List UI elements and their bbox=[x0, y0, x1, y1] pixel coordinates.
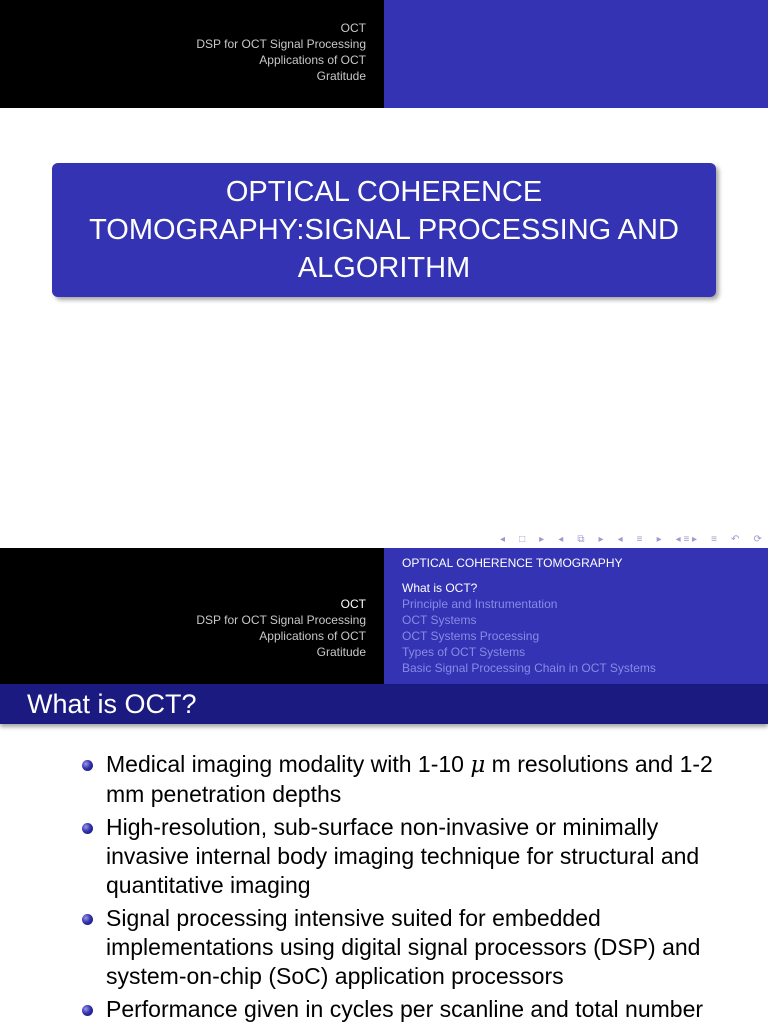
nav-forward-icon[interactable]: ⟳ bbox=[753, 533, 762, 545]
headline-left-panel bbox=[0, 548, 384, 684]
nav-next-subsection-icon[interactable]: ▸ bbox=[598, 533, 604, 545]
nav-next-frame-icon[interactable]: ▸ bbox=[539, 533, 545, 545]
subsection-link-oct-systems[interactable]: OCT Systems bbox=[402, 613, 477, 627]
bullet-list bbox=[82, 750, 722, 1024]
section-link-applications[interactable]: Applications of OCT bbox=[259, 53, 366, 67]
nav-prev-subsection-icon[interactable]: ◂ bbox=[558, 533, 564, 545]
section-link-applications[interactable]: Applications of OCT bbox=[259, 629, 366, 643]
nav-subsection-icon[interactable]: ⧉ bbox=[577, 533, 585, 545]
list-item bbox=[82, 813, 722, 900]
nav-section-icon[interactable]: ≡ bbox=[636, 533, 643, 545]
bullet-icon bbox=[82, 1005, 93, 1016]
presentation-title-box bbox=[52, 163, 716, 297]
nav-next-section-icon[interactable]: ▸ bbox=[656, 533, 662, 545]
list-item bbox=[82, 904, 722, 991]
subsection-link-principle[interactable]: Principle and Instrumentation bbox=[402, 597, 558, 611]
subsection-link-what-is-oct[interactable]: What is OCT? bbox=[402, 581, 478, 595]
headline-bar bbox=[0, 548, 768, 684]
beamer-navigation-symbols bbox=[500, 531, 762, 547]
nav-appendix-icon[interactable]: ◂ ≡ ▸ bbox=[675, 533, 698, 545]
subsection-link-processing-chain[interactable]: Basic Signal Processing Chain in OCT Systems bbox=[402, 661, 656, 675]
section-nav bbox=[196, 596, 366, 660]
presentation-title: OPTICAL COHERENCE TOMOGRAPHY:SIGNAL PROCESSING AND ALGORITHM bbox=[89, 176, 679, 284]
headline-right-panel bbox=[384, 548, 768, 684]
mu-symbol: μ bbox=[470, 752, 486, 778]
slide-2 bbox=[0, 548, 768, 1024]
nav-frame-icon[interactable]: □ bbox=[519, 533, 526, 545]
nav-back-icon[interactable]: ↶ bbox=[731, 533, 740, 545]
subsection-link-types[interactable]: Types of OCT Systems bbox=[402, 645, 526, 659]
nav-prev-frame-icon[interactable]: ◂ bbox=[500, 533, 506, 545]
headline-bar bbox=[0, 0, 768, 108]
bullet-text: High-resolution, sub-surface non-invasive or minimally invasive internal body imaging technique for structural and quantitative imaging bbox=[106, 814, 700, 898]
section-link-oct[interactable]: OCT bbox=[340, 21, 366, 35]
bullet-text: Performance given in cycles per scanline and total number bbox=[106, 996, 704, 1022]
section-link-oct[interactable]: OCT bbox=[340, 597, 366, 611]
bullet-icon bbox=[82, 823, 93, 834]
headline-right-panel bbox=[384, 0, 768, 108]
section-nav bbox=[196, 20, 366, 84]
nav-search-icon[interactable]: ≡ bbox=[711, 533, 717, 545]
bullet-icon bbox=[82, 914, 93, 925]
list-item bbox=[82, 750, 722, 809]
bullet-text-pre: Medical imaging modality with 1-10 bbox=[106, 751, 471, 777]
bullet-icon bbox=[82, 760, 93, 771]
section-link-gratitude[interactable]: Gratitude bbox=[316, 645, 366, 659]
bullet-text-post: m resolutions and 1-2 mm penetration depths bbox=[106, 751, 713, 807]
headline-left-panel bbox=[0, 0, 384, 108]
subsection-nav bbox=[402, 580, 656, 676]
section-link-dsp[interactable]: DSP for OCT Signal Processing bbox=[196, 37, 366, 51]
list-item bbox=[82, 995, 722, 1024]
subsection-link-systems-processing[interactable]: OCT Systems Processing bbox=[402, 629, 540, 643]
section-link-gratitude[interactable]: Gratitude bbox=[316, 69, 366, 83]
nav-prev-section-icon[interactable]: ◂ bbox=[617, 533, 623, 545]
frame-title: What is OCT? bbox=[0, 684, 768, 724]
bullet-text: Signal processing intensive suited for embedded implementations using digital signal processors (DSP) and system-on-chip (SoC) application processors bbox=[106, 905, 701, 989]
current-section-heading[interactable]: OPTICAL COHERENCE TOMOGRAPHY bbox=[402, 556, 623, 570]
section-link-dsp[interactable]: DSP for OCT Signal Processing bbox=[196, 613, 366, 627]
